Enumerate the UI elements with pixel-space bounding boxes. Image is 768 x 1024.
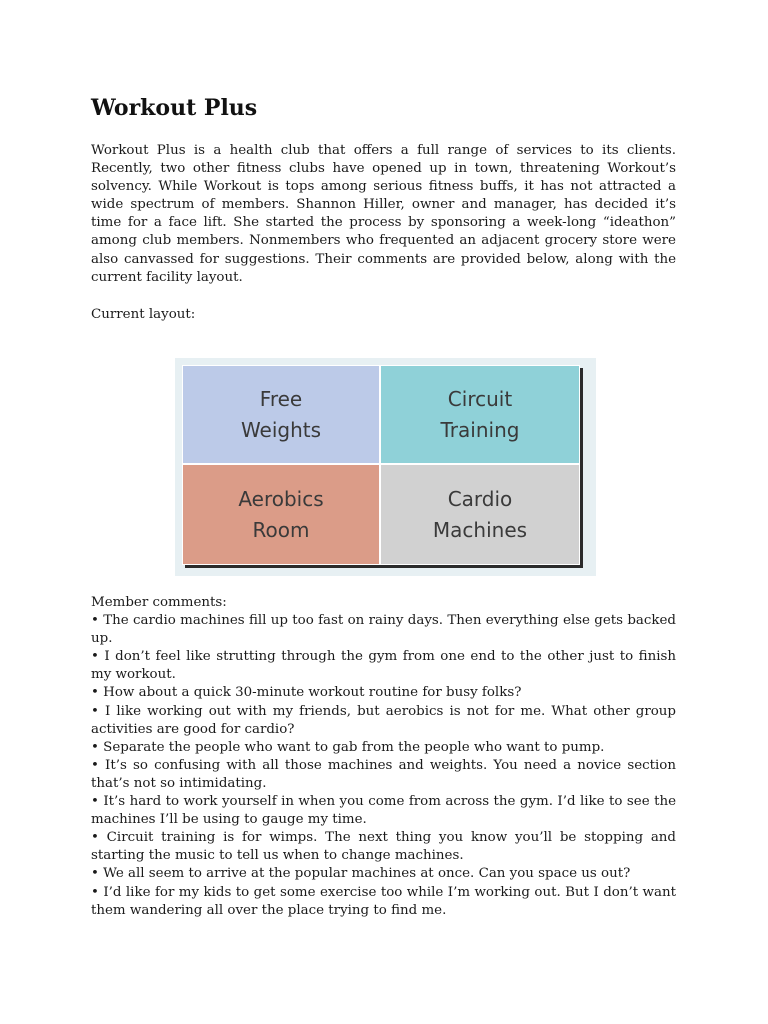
layout-grid — [182, 365, 580, 565]
circuit-training-area: Circuit Training — [381, 365, 580, 465]
facility-layout-diagram — [175, 358, 596, 576]
intro-paragraph: Workout Plus is a health club that offers a full range of services to its clients. Recently, two other fitness clubs have opened up in town, threatening Workout’s solvency. While Workout is tops among serious fitness buffs, it has not attracted a wide spectrum of members. Shannon Hiller, owner and manager, has decided it’s time for a face lift. She started the process by sponsoring a week-long “ideathon” among club members. Nonmembers who frequented an adjacent grocery store were also canvassed for suggestions. Their comments are provided below, along with the current facility layout. — [91, 143, 676, 285]
comment-item: • The cardio machines fill up too fast on rainy days. Then everything else gets backed up. — [91, 613, 676, 647]
comment-item: • It’s so confusing with all those machines and weights. You need a novice section that’s not so intimidating. — [91, 757, 676, 791]
comment-item: • Circuit training is for wimps. The next thing you know you’ll be stopping and starting the music to tell us when to change machines. — [91, 830, 676, 864]
comment-item: • I don’t feel like strutting through the gym from one end to the other just to finish my workout. — [91, 649, 676, 683]
document-title: Workout Plus — [91, 95, 258, 121]
comments-heading: Member comments: — [91, 595, 227, 610]
comment-item: • I like working out with my friends, but aerobics is not for me. What other group activities are good for cardio? — [91, 703, 676, 737]
cardio-machines-area: Cardio Machines — [381, 465, 580, 565]
comment-item: • We all seem to arrive at the popular machines at once. Can you space us out? — [91, 866, 631, 882]
layout-label: Current layout: — [91, 307, 196, 322]
comment-item: • How about a quick 30-minute workout routine for busy folks? — [91, 685, 522, 701]
comment-item: • It’s hard to work yourself in when you come from across the gym. I’d like to see the machines I’ll be using to gauge my time. — [91, 794, 676, 828]
free-weights-area: Free Weights — [182, 365, 381, 465]
comment-item: • I’d like for my kids to get some exercise too while I’m working out. But I don’t want them wandering all over the place trying to find me. — [91, 884, 676, 918]
comment-item: • Separate the people who want to gab from the people who want to pump. — [91, 739, 605, 755]
aerobics-room-area: Aerobics Room — [182, 465, 381, 565]
member-comments — [91, 594, 676, 920]
